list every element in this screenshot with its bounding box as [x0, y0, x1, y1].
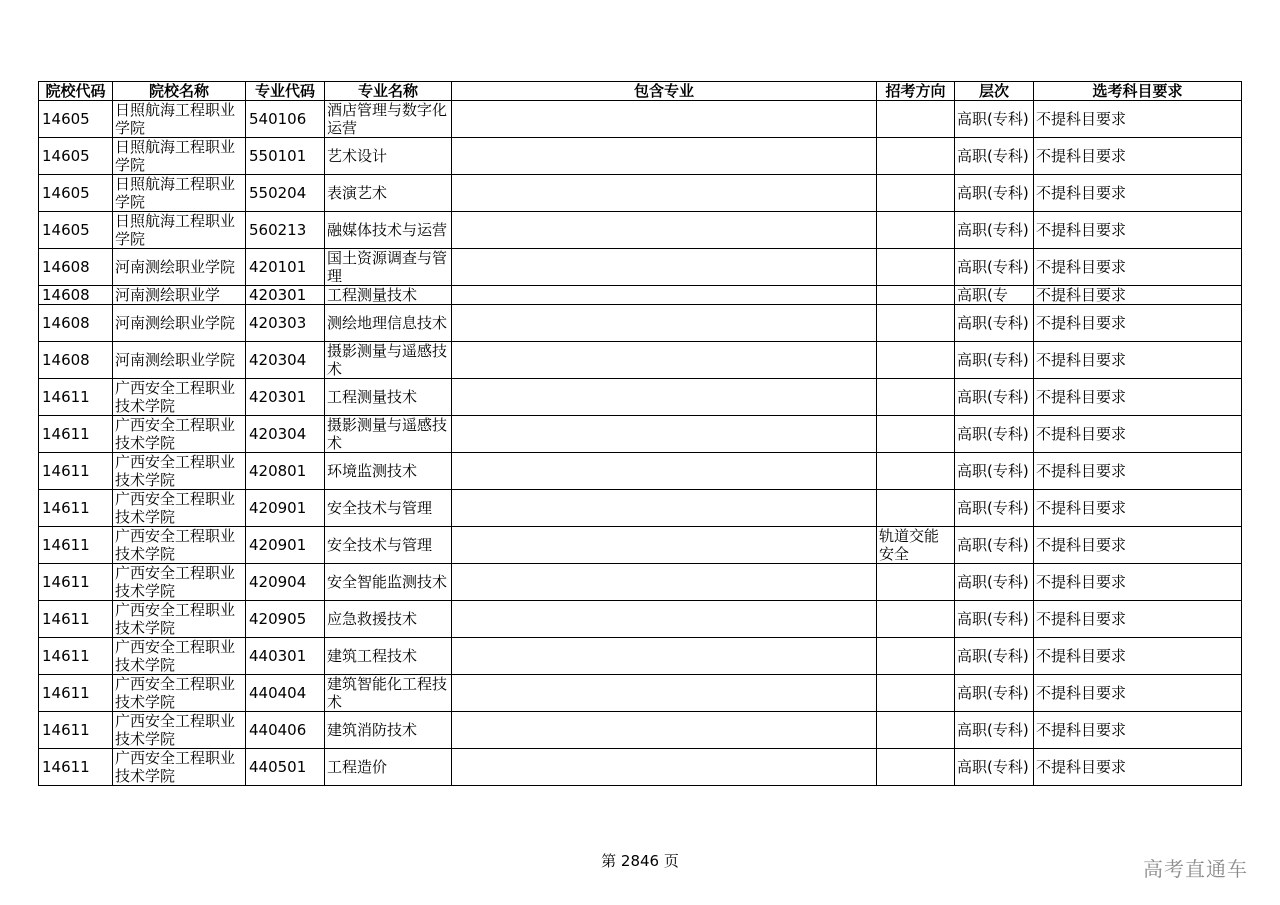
- table-row: [39, 249, 1242, 286]
- cell-major-code: [246, 416, 325, 453]
- cell-text: 高职(专: [957, 286, 1008, 304]
- cell-direction: [877, 453, 955, 490]
- cell-text: 不提科目要求: [1036, 314, 1127, 332]
- cell-major-name: [325, 212, 452, 249]
- cell-text: 550101: [249, 147, 307, 165]
- cell-text: 酒店管理与数字化运营: [327, 101, 448, 137]
- cell-subject-requirement: [1034, 249, 1242, 286]
- cell-direction: [877, 305, 955, 342]
- cell-subject-requirement: [1034, 342, 1242, 379]
- table-row: [39, 379, 1242, 416]
- cell-text: 不提科目要求: [1036, 286, 1127, 304]
- cell-school-name: [113, 138, 246, 175]
- cell-text: 日照航海工程职业学院: [115, 212, 236, 248]
- cell-text: 广西安全工程职业技术学院: [115, 416, 236, 452]
- cell-level: [955, 212, 1034, 249]
- cell-text: 14608: [42, 258, 90, 276]
- cell-text: 14611: [42, 462, 90, 480]
- cell-school-name: [113, 527, 246, 564]
- cell-text: 高职(专科): [957, 221, 1029, 239]
- cell-subject-requirement: [1034, 490, 1242, 527]
- cell-text: 高职(专科): [957, 314, 1029, 332]
- admission-plan-table: [38, 81, 1242, 786]
- cell-text: 不提科目要求: [1036, 388, 1127, 406]
- cell-subject-requirement: [1034, 175, 1242, 212]
- cell-major-code: [246, 675, 325, 712]
- cell-subject-requirement: [1034, 212, 1242, 249]
- header-subject-requirement: 选考科目要求: [1034, 82, 1242, 101]
- cell-text: 不提科目要求: [1036, 499, 1127, 517]
- cell-direction: [877, 379, 955, 416]
- cell-direction: [877, 527, 955, 564]
- cell-school-name: [113, 749, 246, 786]
- table-row: [39, 138, 1242, 175]
- cell-text: 不提科目要求: [1036, 758, 1127, 776]
- cell-text: 不提科目要求: [1036, 684, 1127, 702]
- cell-school-name: [113, 453, 246, 490]
- cell-text: 14611: [42, 536, 90, 554]
- cell-school-name: [113, 249, 246, 286]
- cell-text: 高职(专科): [957, 388, 1029, 406]
- cell-school-code: [39, 453, 113, 490]
- table-row: [39, 749, 1242, 786]
- cell-major-code: [246, 601, 325, 638]
- cell-major-name: [325, 527, 452, 564]
- cell-major-code: [246, 527, 325, 564]
- cell-text: 不提科目要求: [1036, 462, 1127, 480]
- cell-included-majors: [452, 286, 877, 305]
- cell-school-name: [113, 712, 246, 749]
- cell-text: 安全技术与管理: [327, 536, 433, 554]
- cell-text: 河南测绘职业学: [115, 286, 221, 304]
- cell-level: [955, 564, 1034, 601]
- cell-text: 420101: [249, 258, 307, 276]
- cell-subject-requirement: [1034, 601, 1242, 638]
- cell-text: 高职(专科): [957, 351, 1029, 369]
- cell-level: [955, 342, 1034, 379]
- cell-direction: [877, 175, 955, 212]
- cell-text: 广西安全工程职业技术学院: [115, 638, 236, 674]
- cell-school-name: [113, 675, 246, 712]
- cell-text: 不提科目要求: [1036, 258, 1127, 276]
- cell-text: 14611: [42, 647, 90, 665]
- cell-major-code: [246, 453, 325, 490]
- cell-text: 不提科目要求: [1036, 536, 1127, 554]
- cell-major-code: [246, 212, 325, 249]
- header-row: [39, 82, 1242, 101]
- cell-included-majors: [452, 249, 877, 286]
- cell-direction: [877, 212, 955, 249]
- table-row: [39, 342, 1242, 379]
- cell-text: 不提科目要求: [1036, 610, 1127, 628]
- cell-school-name: [113, 305, 246, 342]
- cell-included-majors: [452, 212, 877, 249]
- cell-text: 广西安全工程职业技术学院: [115, 675, 236, 711]
- cell-text: 550204: [249, 184, 307, 202]
- cell-level: [955, 712, 1034, 749]
- cell-subject-requirement: [1034, 138, 1242, 175]
- cell-text: 不提科目要求: [1036, 425, 1127, 443]
- cell-text: 560213: [249, 221, 307, 239]
- cell-school-name: [113, 342, 246, 379]
- table-row: [39, 601, 1242, 638]
- cell-subject-requirement: [1034, 379, 1242, 416]
- cell-text: 建筑消防技术: [327, 721, 418, 739]
- cell-school-code: [39, 490, 113, 527]
- cell-subject-requirement: [1034, 286, 1242, 305]
- cell-included-majors: [452, 601, 877, 638]
- cell-major-name: [325, 249, 452, 286]
- cell-text: 广西安全工程职业技术学院: [115, 601, 236, 637]
- cell-text: 广西安全工程职业技术学院: [115, 379, 236, 415]
- cell-subject-requirement: [1034, 101, 1242, 138]
- cell-major-name: [325, 286, 452, 305]
- cell-major-code: [246, 490, 325, 527]
- cell-school-code: [39, 749, 113, 786]
- cell-level: [955, 601, 1034, 638]
- cell-text: 高职(专科): [957, 258, 1029, 276]
- cell-text: 420304: [249, 351, 307, 369]
- cell-text: 420304: [249, 425, 307, 443]
- cell-text: 不提科目要求: [1036, 573, 1127, 591]
- cell-included-majors: [452, 379, 877, 416]
- cell-included-majors: [452, 675, 877, 712]
- cell-major-name: [325, 453, 452, 490]
- cell-included-majors: [452, 453, 877, 490]
- cell-text: 安全技术与管理: [327, 499, 433, 517]
- cell-text: 440404: [249, 684, 307, 702]
- header-direction: 招考方向: [877, 82, 955, 101]
- cell-major-name: [325, 675, 452, 712]
- cell-text: 14611: [42, 721, 90, 739]
- cell-major-name: [325, 564, 452, 601]
- cell-level: [955, 286, 1034, 305]
- cell-text: 420905: [249, 610, 307, 628]
- cell-text: 14608: [42, 286, 90, 304]
- cell-text: 摄影测量与遥感技术: [327, 342, 448, 378]
- table-row: [39, 527, 1242, 564]
- watermark: 高考直通车: [1143, 857, 1248, 881]
- cell-text: 广西安全工程职业技术学院: [115, 490, 236, 526]
- table-row: [39, 675, 1242, 712]
- cell-school-code: [39, 138, 113, 175]
- cell-included-majors: [452, 138, 877, 175]
- table-row: [39, 305, 1242, 342]
- cell-text: 不提科目要求: [1036, 147, 1127, 165]
- cell-major-name: [325, 175, 452, 212]
- header-school-name: 院校名称: [113, 82, 246, 101]
- table-row: [39, 175, 1242, 212]
- cell-school-code: [39, 212, 113, 249]
- cell-direction: [877, 564, 955, 601]
- cell-level: [955, 453, 1034, 490]
- header-major-code: 专业代码: [246, 82, 325, 101]
- cell-text: 不提科目要求: [1036, 721, 1127, 739]
- cell-text: 艺术设计: [327, 147, 388, 165]
- cell-text: 高职(专科): [957, 647, 1029, 665]
- cell-school-code: [39, 416, 113, 453]
- cell-major-name: [325, 138, 452, 175]
- cell-text: 工程测量技术: [327, 286, 418, 304]
- cell-school-code: [39, 712, 113, 749]
- cell-text: 14605: [42, 147, 90, 165]
- cell-direction: [877, 101, 955, 138]
- cell-level: [955, 527, 1034, 564]
- cell-major-name: [325, 342, 452, 379]
- cell-text: 420301: [249, 286, 307, 304]
- table-row: [39, 453, 1242, 490]
- cell-text: 440501: [249, 758, 307, 776]
- cell-text: 不提科目要求: [1036, 221, 1127, 239]
- cell-text: 轨道交能安全: [879, 527, 940, 563]
- cell-school-code: [39, 601, 113, 638]
- cell-subject-requirement: [1034, 675, 1242, 712]
- cell-school-code: [39, 249, 113, 286]
- cell-school-name: [113, 416, 246, 453]
- cell-text: 420303: [249, 314, 307, 332]
- cell-direction: [877, 490, 955, 527]
- cell-major-name: [325, 749, 452, 786]
- cell-text: 高职(专科): [957, 684, 1029, 702]
- header-major-name: 专业名称: [325, 82, 452, 101]
- cell-school-name: [113, 212, 246, 249]
- cell-major-name: [325, 379, 452, 416]
- cell-text: 日照航海工程职业学院: [115, 175, 236, 211]
- cell-included-majors: [452, 175, 877, 212]
- cell-text: 摄影测量与遥感技术: [327, 416, 448, 452]
- cell-school-name: [113, 286, 246, 305]
- table-row: [39, 712, 1242, 749]
- cell-school-code: [39, 379, 113, 416]
- cell-text: 14608: [42, 351, 90, 369]
- cell-level: [955, 638, 1034, 675]
- cell-text: 高职(专科): [957, 573, 1029, 591]
- cell-text: 420801: [249, 462, 307, 480]
- cell-major-code: [246, 305, 325, 342]
- table-body: [39, 101, 1242, 786]
- cell-text: 广西安全工程职业技术学院: [115, 564, 236, 600]
- cell-major-name: [325, 601, 452, 638]
- cell-school-code: [39, 342, 113, 379]
- cell-direction: [877, 416, 955, 453]
- cell-major-code: [246, 638, 325, 675]
- header-level: 层次: [955, 82, 1034, 101]
- cell-text: 高职(专科): [957, 184, 1029, 202]
- cell-direction: [877, 749, 955, 786]
- cell-major-name: [325, 305, 452, 342]
- cell-major-name: [325, 712, 452, 749]
- cell-text: 高职(专科): [957, 536, 1029, 554]
- cell-subject-requirement: [1034, 564, 1242, 601]
- cell-level: [955, 379, 1034, 416]
- cell-included-majors: [452, 490, 877, 527]
- table-row: [39, 286, 1242, 305]
- cell-text: 420904: [249, 573, 307, 591]
- cell-subject-requirement: [1034, 638, 1242, 675]
- cell-included-majors: [452, 638, 877, 675]
- cell-school-name: [113, 175, 246, 212]
- cell-major-name: [325, 101, 452, 138]
- cell-level: [955, 305, 1034, 342]
- cell-text: 14605: [42, 110, 90, 128]
- cell-text: 广西安全工程职业技术学院: [115, 453, 236, 489]
- cell-major-code: [246, 175, 325, 212]
- cell-text: 14611: [42, 499, 90, 517]
- cell-major-name: [325, 490, 452, 527]
- cell-school-name: [113, 101, 246, 138]
- cell-school-code: [39, 527, 113, 564]
- cell-direction: [877, 342, 955, 379]
- cell-text: 440406: [249, 721, 307, 739]
- cell-included-majors: [452, 305, 877, 342]
- cell-school-code: [39, 675, 113, 712]
- header-included-majors: 包含专业: [452, 82, 877, 101]
- cell-text: 不提科目要求: [1036, 110, 1127, 128]
- cell-level: [955, 749, 1034, 786]
- table-row: [39, 638, 1242, 675]
- cell-subject-requirement: [1034, 527, 1242, 564]
- cell-included-majors: [452, 712, 877, 749]
- cell-text: 应急救援技术: [327, 610, 418, 628]
- cell-text: 14608: [42, 314, 90, 332]
- cell-school-code: [39, 305, 113, 342]
- cell-major-name: [325, 416, 452, 453]
- cell-text: 540106: [249, 110, 307, 128]
- cell-level: [955, 675, 1034, 712]
- table-row: [39, 101, 1242, 138]
- cell-level: [955, 175, 1034, 212]
- table-row: [39, 416, 1242, 453]
- cell-text: 广西安全工程职业技术学院: [115, 527, 236, 563]
- cell-subject-requirement: [1034, 453, 1242, 490]
- cell-text: 14611: [42, 758, 90, 776]
- cell-school-name: [113, 601, 246, 638]
- cell-direction: [877, 638, 955, 675]
- cell-text: 高职(专科): [957, 110, 1029, 128]
- cell-direction: [877, 712, 955, 749]
- table-row: [39, 212, 1242, 249]
- cell-text: 广西安全工程职业技术学院: [115, 749, 236, 785]
- cell-text: 日照航海工程职业学院: [115, 101, 236, 137]
- cell-level: [955, 101, 1034, 138]
- cell-level: [955, 138, 1034, 175]
- cell-text: 420301: [249, 388, 307, 406]
- cell-text: 14611: [42, 573, 90, 591]
- cell-school-name: [113, 564, 246, 601]
- cell-text: 14611: [42, 425, 90, 443]
- page-number: 第 2846 页: [601, 852, 679, 870]
- cell-major-code: [246, 138, 325, 175]
- cell-school-code: [39, 638, 113, 675]
- cell-text: 420901: [249, 536, 307, 554]
- cell-included-majors: [452, 342, 877, 379]
- cell-direction: [877, 138, 955, 175]
- cell-text: 不提科目要求: [1036, 351, 1127, 369]
- cell-text: 河南测绘职业学院: [115, 351, 236, 369]
- cell-text: 工程造价: [327, 758, 388, 776]
- cell-included-majors: [452, 749, 877, 786]
- cell-level: [955, 249, 1034, 286]
- cell-text: 高职(专科): [957, 147, 1029, 165]
- cell-text: 440301: [249, 647, 307, 665]
- cell-text: 高职(专科): [957, 721, 1029, 739]
- cell-subject-requirement: [1034, 305, 1242, 342]
- cell-text: 14611: [42, 684, 90, 702]
- cell-school-name: [113, 638, 246, 675]
- cell-text: 14605: [42, 221, 90, 239]
- table-row: [39, 490, 1242, 527]
- cell-major-code: [246, 379, 325, 416]
- cell-school-code: [39, 101, 113, 138]
- cell-text: 高职(专科): [957, 425, 1029, 443]
- cell-direction: [877, 601, 955, 638]
- cell-direction: [877, 249, 955, 286]
- cell-major-code: [246, 101, 325, 138]
- cell-included-majors: [452, 101, 877, 138]
- cell-text: 高职(专科): [957, 462, 1029, 480]
- cell-text: 表演艺术: [327, 184, 388, 202]
- cell-major-code: [246, 249, 325, 286]
- cell-text: 14611: [42, 388, 90, 406]
- cell-major-code: [246, 342, 325, 379]
- cell-text: 不提科目要求: [1036, 647, 1127, 665]
- cell-text: 环境监测技术: [327, 462, 418, 480]
- cell-school-name: [113, 490, 246, 527]
- cell-text: 不提科目要求: [1036, 184, 1127, 202]
- cell-direction: [877, 286, 955, 305]
- header-school-code: 院校代码: [39, 82, 113, 101]
- cell-major-code: [246, 286, 325, 305]
- cell-school-code: [39, 564, 113, 601]
- cell-subject-requirement: [1034, 712, 1242, 749]
- cell-major-code: [246, 712, 325, 749]
- cell-text: 高职(专科): [957, 499, 1029, 517]
- cell-text: 河南测绘职业学院: [115, 258, 236, 276]
- cell-text: 工程测量技术: [327, 388, 418, 406]
- cell-text: 国土资源调查与管理: [327, 249, 448, 285]
- cell-text: 高职(专科): [957, 758, 1029, 776]
- cell-included-majors: [452, 416, 877, 453]
- cell-major-code: [246, 749, 325, 786]
- cell-major-code: [246, 564, 325, 601]
- cell-text: 建筑智能化工程技术: [327, 675, 448, 711]
- cell-text: 14605: [42, 184, 90, 202]
- cell-text: 安全智能监测技术: [327, 573, 448, 591]
- cell-school-name: [113, 379, 246, 416]
- cell-text: 河南测绘职业学院: [115, 314, 236, 332]
- cell-subject-requirement: [1034, 749, 1242, 786]
- table-row: [39, 564, 1242, 601]
- cell-text: 14611: [42, 610, 90, 628]
- cell-major-name: [325, 638, 452, 675]
- cell-school-code: [39, 175, 113, 212]
- cell-level: [955, 416, 1034, 453]
- cell-text: 420901: [249, 499, 307, 517]
- cell-text: 广西安全工程职业技术学院: [115, 712, 236, 748]
- cell-direction: [877, 675, 955, 712]
- cell-text: 融媒体技术与运营: [327, 221, 448, 239]
- cell-school-code: [39, 286, 113, 305]
- cell-included-majors: [452, 527, 877, 564]
- cell-text: 高职(专科): [957, 610, 1029, 628]
- cell-text: 日照航海工程职业学院: [115, 138, 236, 174]
- cell-level: [955, 490, 1034, 527]
- cell-included-majors: [452, 564, 877, 601]
- cell-text: 测绘地理信息技术: [327, 314, 448, 332]
- cell-subject-requirement: [1034, 416, 1242, 453]
- cell-text: 建筑工程技术: [327, 647, 418, 665]
